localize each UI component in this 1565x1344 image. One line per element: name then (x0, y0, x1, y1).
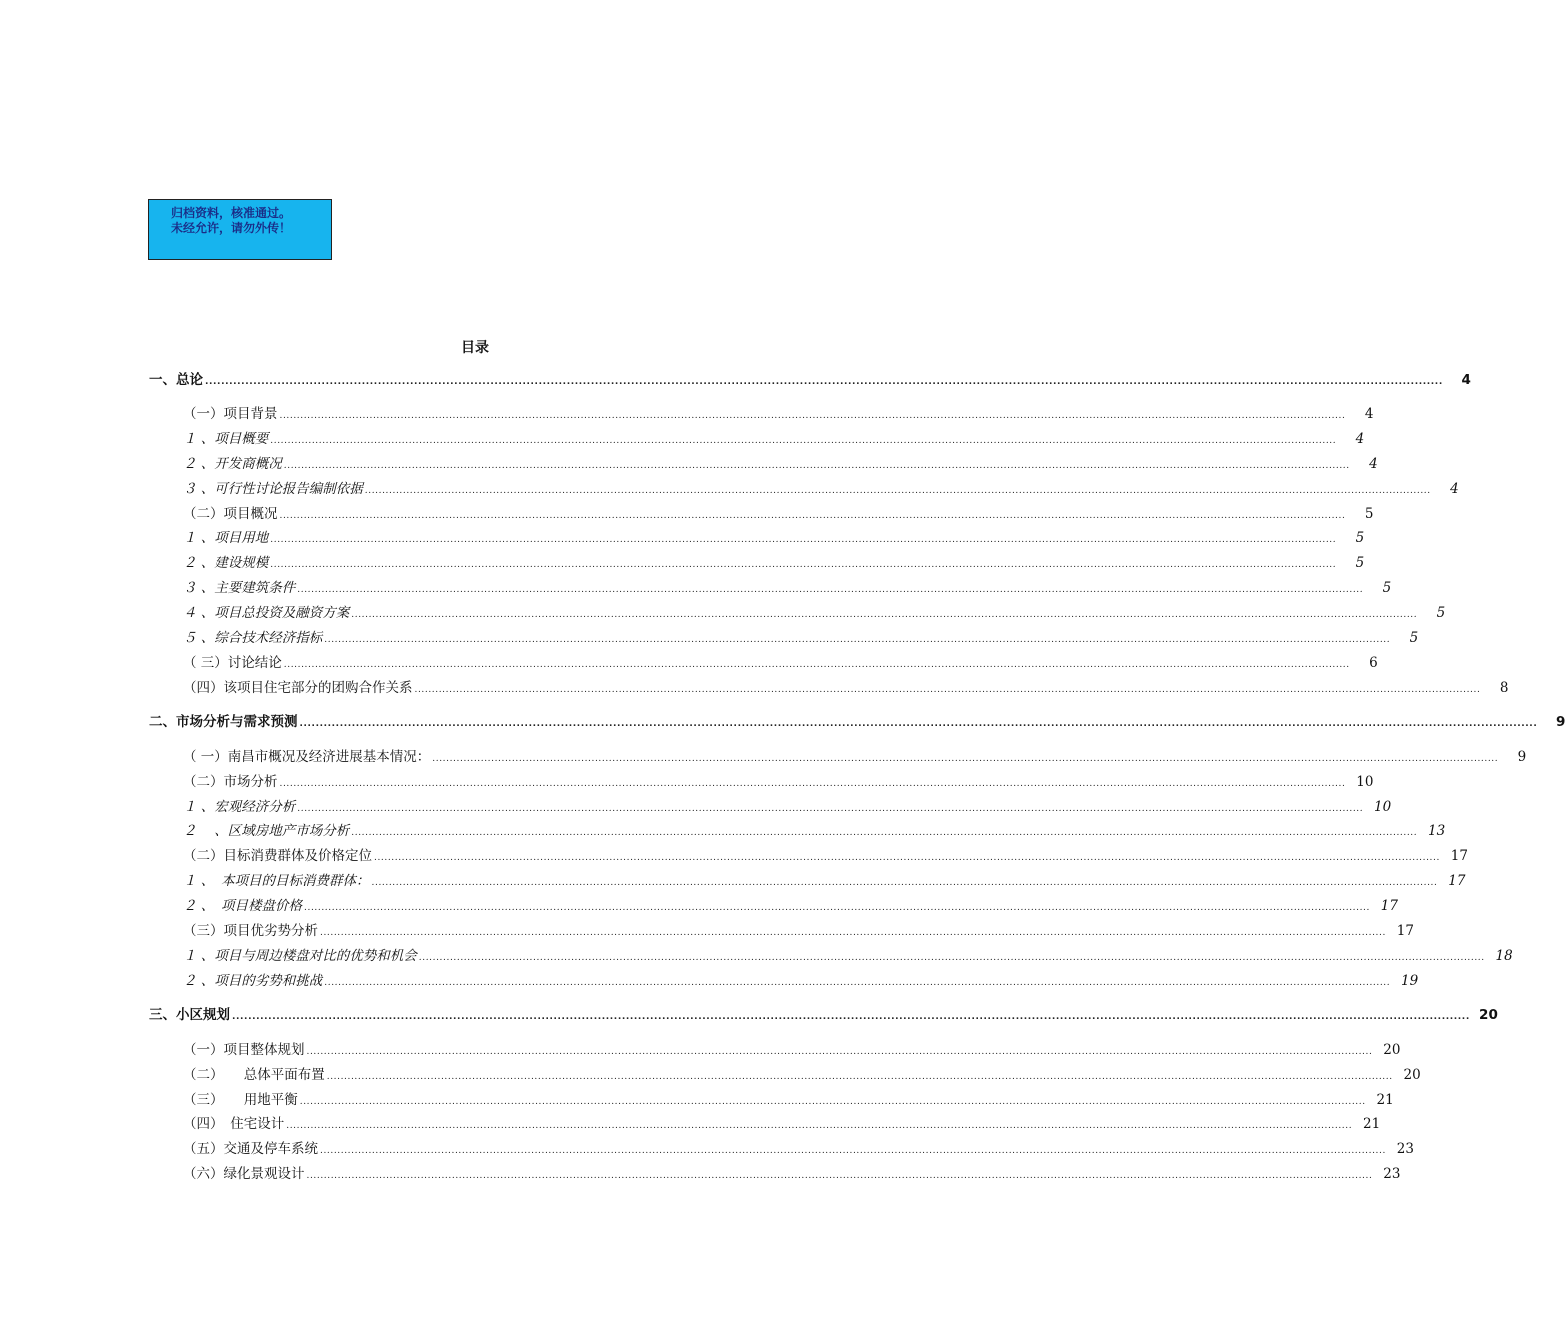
toc-entry[interactable]: （ 一）南昌市概况及经济进展基本情况： .................................................................................................................................................................................................................................................................................................................... 9 (183, 749, 1527, 765)
toc-entry[interactable]: ３ 、可行性讨论报告编制依据 .................................................................................................................................................................................................................................................................................................................... 4 (183, 481, 1459, 497)
toc-entry[interactable]: （四）该项目住宅部分的团购合作关系 .................................................................................................................................................................................................................................................................................................................... 8 (183, 680, 1509, 696)
toc-entry[interactable]: （二）项目概况 .................................................................................................................................................................................................................................................................................................................... 5 (183, 506, 1374, 522)
toc-entry[interactable]: （二） 总体平面布置 .................................................................................................................................................................................................................................................................................................................... 20 (183, 1067, 1421, 1083)
toc-chapter-1[interactable]: 一、总论 .................................................................................................................................................................................................................................................................................................................... 4 (149, 372, 1471, 388)
toc-entry[interactable]: （六）绿化景观设计 .................................................................................................................................................................................................................................................................................................................... 23 (183, 1166, 1401, 1182)
toc-entry[interactable]: ２ 、开发商概况 .................................................................................................................................................................................................................................................................................................................... 4 (183, 456, 1378, 472)
toc-entry[interactable]: （四） 住宅设计 .................................................................................................................................................................................................................................................................................................................... 21 (183, 1116, 1381, 1132)
toc-entry[interactable]: １ 、 本项目的目标消费群体： .................................................................................................................................................................................................................................................................................................................... 17 (183, 873, 1466, 889)
toc-entry[interactable]: （ 三）讨论结论 .................................................................................................................................................................................................................................................................................................................... 6 (183, 655, 1378, 671)
toc-title: 目录 (461, 340, 489, 356)
toc-entry[interactable]: ３ 、主要建筑条件 .................................................................................................................................................................................................................................................................................................................... 5 (183, 580, 1392, 596)
toc-entry[interactable]: （二）目标消费群体及价格定位 .................................................................................................................................................................................................................................................................................................................... 17 (183, 848, 1468, 864)
toc-entry[interactable]: （三） 用地平衡 .................................................................................................................................................................................................................................................................................................................... 21 (183, 1092, 1394, 1108)
toc-entry[interactable]: １ 、项目概要 .................................................................................................................................................................................................................................................................................................................... 4 (183, 431, 1365, 447)
toc-entry[interactable]: １ 、项目用地 .................................................................................................................................................................................................................................................................................................................... 5 (183, 530, 1365, 546)
toc-entry[interactable]: （二）市场分析 .................................................................................................................................................................................................................................................................................................................... 10 (183, 774, 1374, 790)
toc-entry[interactable]: ２ 、区域房地产市场分析 .................................................................................................................................................................................................................................................................................................................... 13 (183, 823, 1446, 839)
toc-entry[interactable]: ２ 、项目的劣势和挑战 .................................................................................................................................................................................................................................................................................................................... 19 (183, 973, 1419, 989)
toc-entry[interactable]: （一）项目整体规划 .................................................................................................................................................................................................................................................................................................................... 20 (183, 1042, 1401, 1058)
toc-entry[interactable]: １ 、宏观经济分析 .................................................................................................................................................................................................................................................................................................................... 10 (183, 799, 1392, 815)
toc-entry[interactable]: （五）交通及停车系统 .................................................................................................................................................................................................................................................................................................................... 23 (183, 1141, 1414, 1157)
toc-entry[interactable]: （一）项目背景 .................................................................................................................................................................................................................................................................................................................... 4 (183, 406, 1374, 422)
stamp-line-2: 未经允许，请勿外传！ (171, 221, 292, 235)
toc-entry[interactable]: ４ 、项目总投资及融资方案 .................................................................................................................................................................................................................................................................................................................... 5 (183, 605, 1446, 621)
toc-entry[interactable]: ２ 、 项目楼盘价格 .................................................................................................................................................................................................................................................................................................................... 17 (183, 898, 1398, 914)
toc-chapter-2[interactable]: 二、市场分析与需求预测 .................................................................................................................................................................................................................................................................................................................... 9 (149, 714, 1565, 730)
toc-entry[interactable]: １ 、项目与周边楼盘对比的优势和机会 .................................................................................................................................................................................................................................................................................................................... 18 (183, 948, 1513, 964)
toc-chapter-3[interactable]: 三、小区规划 .................................................................................................................................................................................................................................................................................................................... 20 (149, 1007, 1498, 1023)
toc-entry[interactable]: ５ 、综合技术经济指标 .................................................................................................................................................................................................................................................................................................................... 5 (183, 630, 1419, 646)
archive-stamp (148, 199, 332, 260)
toc-entry[interactable]: （三）项目优劣势分析 .................................................................................................................................................................................................................................................................................................................... 17 (183, 923, 1414, 939)
stamp-line-1: 归档资料，核准通过。 (171, 206, 292, 220)
toc-entry[interactable]: ２ 、建设规模 .................................................................................................................................................................................................................................................................................................................... 5 (183, 555, 1365, 571)
